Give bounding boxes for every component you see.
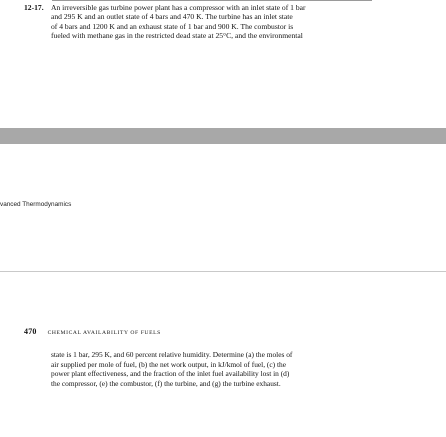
problem-12-17: [24, 3, 400, 41]
page-number: 470: [24, 327, 37, 336]
top-rule: [52, 0, 372, 1]
chapter-title: CHEMICAL AVAILABILITY OF FUELS: [47, 330, 161, 336]
page-header: [24, 327, 161, 336]
continuation-line: power plant effectiveness, and the fraction of the inlet fuel availability lost in (d): [51, 369, 290, 379]
running-head: vanced Thermodynamics: [0, 201, 72, 208]
problem-line: fueled with methane gas in the restricted dead state at 25°C, and the environmental: [51, 31, 303, 41]
continuation-line: the compressor, (e) the combustor, (f) the turbine, and (g) the turbine exhaust.: [51, 378, 281, 388]
problem-line: and 295 K and an outlet state of 4 bars and 470 K. The turbine has an inlet state: [51, 12, 293, 22]
problem-line: of 4 bars and 1200 K and an exhaust state of 1 bar and 900 K. The combustor is: [51, 21, 294, 31]
problem-continuation: [51, 350, 406, 388]
header-rule: [0, 271, 446, 272]
continuation-line: state is 1 bar, 295 K, and 60 percent relative humidity. Determine (a) the moles of: [51, 350, 293, 359]
problem-line: An irreversible gas turbine power plant has a compressor with an inlet state of 1 bar: [51, 3, 306, 12]
problem-text: [51, 3, 400, 41]
continuation-line: air supplied per mole of fuel, (b) the net work output, in kJ/kmol of fuel, (c) the: [51, 359, 287, 369]
page-divider-band: [0, 128, 446, 144]
problem-number: 12-17.: [24, 3, 44, 12]
